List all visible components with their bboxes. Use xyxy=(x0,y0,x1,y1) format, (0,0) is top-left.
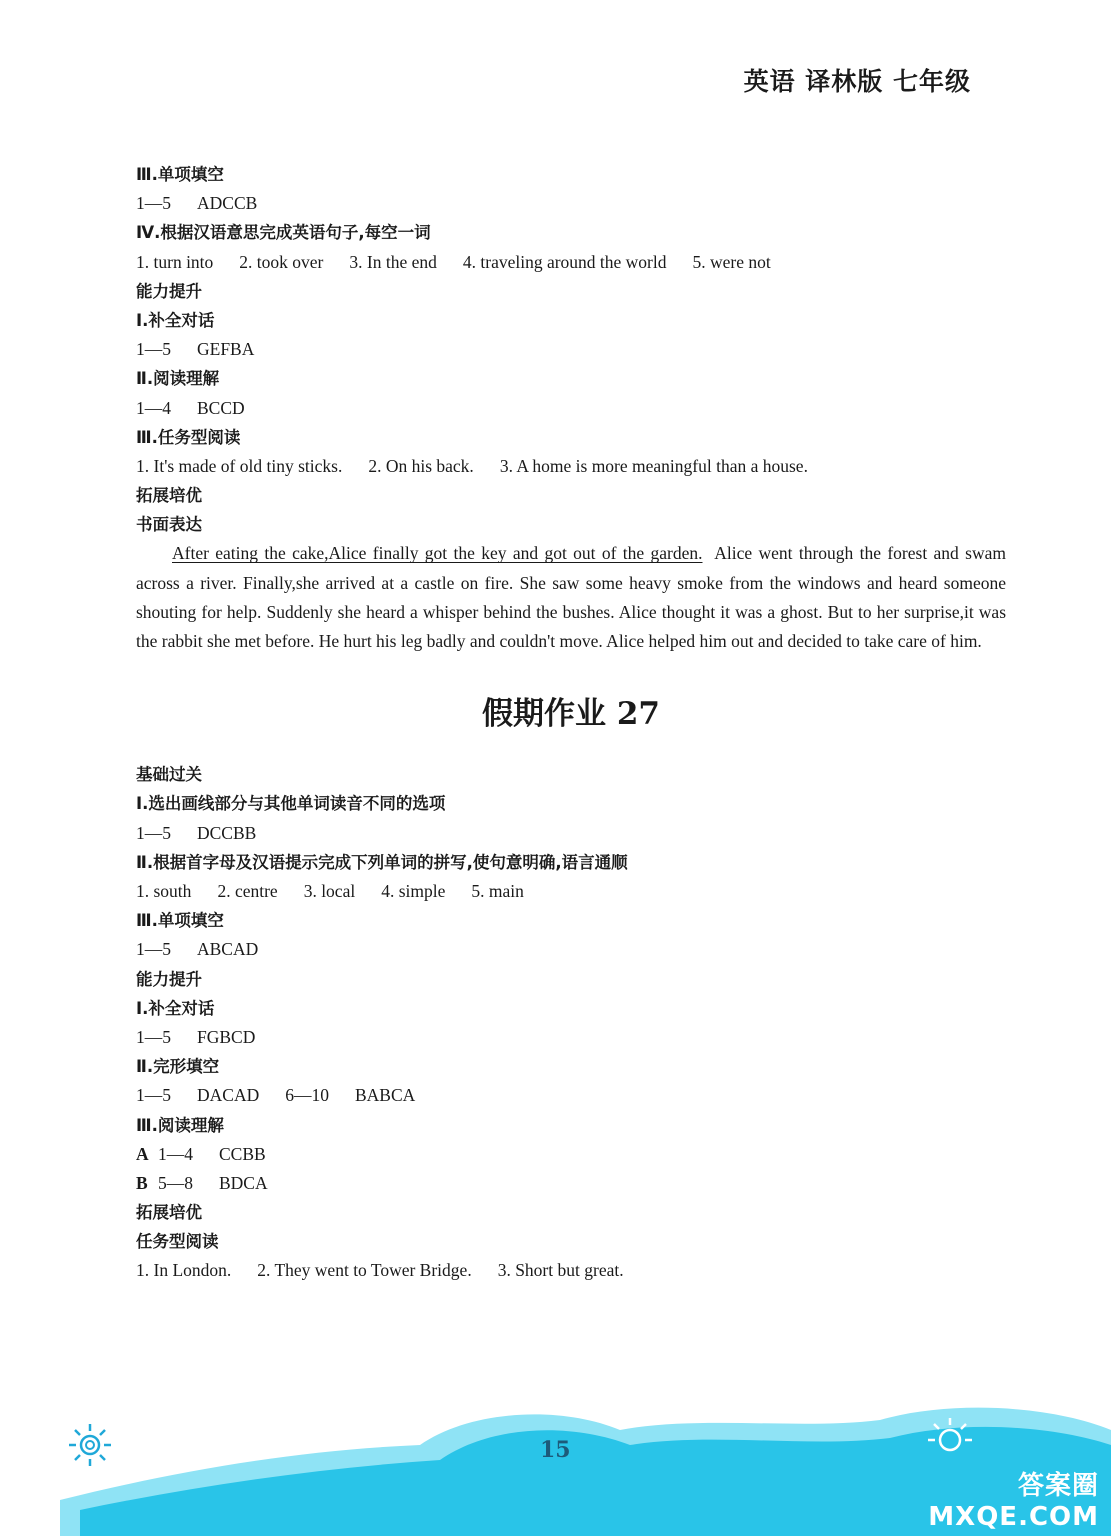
section-heading: 任务型阅读 xyxy=(136,1232,219,1252)
section-heading: Ⅲ.单项填空 xyxy=(136,911,224,931)
watermark-top: 答案圈 xyxy=(1017,1471,1099,1501)
section-heading: Ⅲ.任务型阅读 xyxy=(136,427,241,447)
section-heading: Ⅲ.阅读理解 xyxy=(136,1115,224,1135)
category-heading: 基础过关 xyxy=(136,765,202,785)
section-heading: Ⅱ.根据首字母及汉语提示完成下列单词的拼写,使句意明确,语言通顺 xyxy=(136,852,628,872)
answer-line: 1—5 FGBCD xyxy=(136,1026,256,1047)
header-title: 英语 译林版 七年级 xyxy=(743,67,971,96)
section-heading: 书面表达 xyxy=(136,515,202,535)
essay-paragraph xyxy=(136,539,1006,656)
answer-line: 1. south 2. centre 3. local 4. simple 5. main xyxy=(136,881,524,901)
answer-line: A 1—4 CCBB xyxy=(136,1143,266,1164)
category-heading: 能力提升 xyxy=(136,281,202,301)
answer-line: 1—4 BCCD xyxy=(136,397,245,418)
category-heading: 拓展培优 xyxy=(136,486,202,506)
category-heading: 能力提升 xyxy=(136,969,202,989)
section-heading: Ⅰ.选出画线部分与其他单词读音不同的选项 xyxy=(136,794,446,814)
answer-line: 1—5 DCCBB xyxy=(136,822,257,843)
essay-body: Alice went through the forest and swam across a river. Finally,she arrived at a castle on fire. She saw some heavy smoke from the windows and heard someone shouting for help. Suddenly she heard a whisper behind the bushes. Alice thought it was a ghost. But to her surprise,it was the rabbit she met before. He hurt his leg badly and couldn't move. Alice helped him out and decided to take care of him. xyxy=(136,543,1006,652)
section-heading: Ⅱ.完形填空 xyxy=(136,1057,220,1077)
answer-line: 1—5 ABCAD xyxy=(136,939,259,960)
answer-line: 1. In London. 2. They went to Tower Bridge. 3. Short but great. xyxy=(136,1260,624,1281)
section-heading: Ⅲ.单项填空 xyxy=(136,165,224,184)
sun-icon xyxy=(69,1424,111,1466)
answer-line: 1—5 DACAD 6—10 BABCA xyxy=(136,1085,416,1106)
page-number: 15 xyxy=(540,1437,571,1463)
category-heading: 拓展培优 xyxy=(136,1203,202,1223)
section-heading: Ⅱ.阅读理解 xyxy=(136,369,220,389)
section-heading: Ⅰ.补全对话 xyxy=(136,998,215,1018)
section-heading: Ⅳ.根据汉语意思完成英语句子,每空一词 xyxy=(136,223,431,243)
assignment-title: 假期作业 27 xyxy=(482,696,660,733)
answer-content xyxy=(136,160,1006,1286)
watermark-logo xyxy=(928,1465,1099,1532)
answer-line: 1. turn into 2. took over 3. In the end 4. traveling around the world 5. were not xyxy=(136,251,771,272)
watermark-bottom: MXQE.COM xyxy=(928,1502,1099,1532)
answer-line: 1—5 ADCCB xyxy=(136,193,258,214)
answer-line: 1. It's made of old tiny sticks. 2. On his back. 3. A home is more meaningful than a house. xyxy=(136,455,808,476)
section-heading: Ⅰ.补全对话 xyxy=(136,310,215,330)
answer-line: 1—5 GEFBA xyxy=(136,339,255,360)
essay-underlined-sentence: After eating the cake,Alice finally got the key and got out of the garden. xyxy=(172,543,703,564)
answer-line: B 5—8 BDCA xyxy=(136,1172,268,1193)
